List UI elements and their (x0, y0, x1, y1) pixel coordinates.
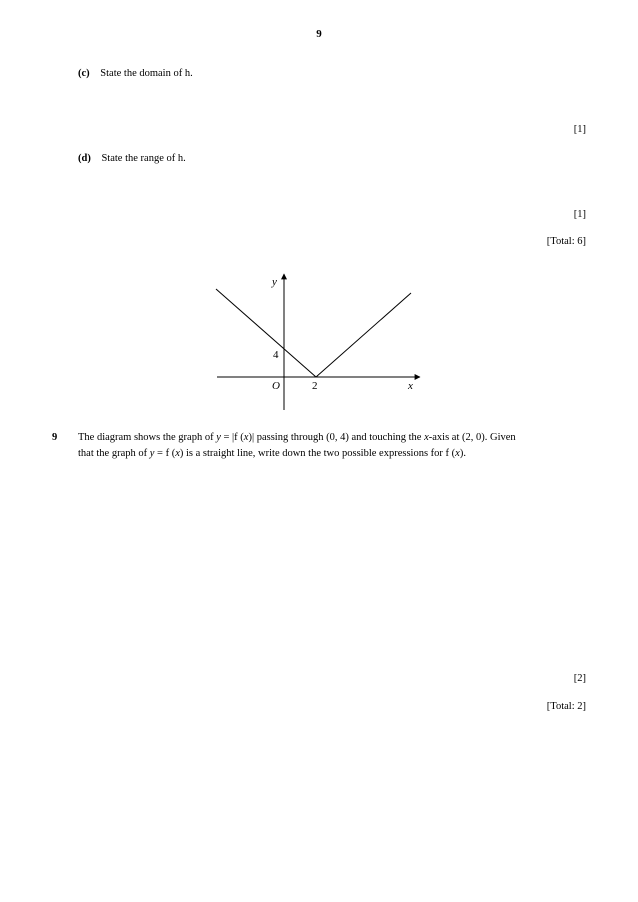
question-9-total: [Total: 2] (546, 701, 586, 712)
part-d-text: State the range of h. (101, 153, 186, 164)
question-9-number: 9 (52, 432, 58, 443)
q9-math: y (216, 432, 221, 443)
q9-text: ) is a straight line, write down the two possible expressions for f ( (179, 448, 456, 459)
graph-right-branch (316, 293, 411, 377)
q9-text: -axis at (2, 0). Given (428, 432, 516, 443)
question-9-mark: [2] (573, 673, 586, 684)
q9-text: = |f ( (220, 432, 244, 443)
question-9-line-2 (78, 448, 466, 459)
y-axis-label: y (272, 276, 277, 288)
q9-text: )| passing through (0, 4) and touching the (248, 432, 425, 443)
part-c-mark: [1] (573, 124, 586, 135)
graph-left-branch (216, 289, 316, 377)
q9-math: y (149, 448, 155, 459)
question-9-line-1 (78, 432, 516, 443)
q9-text: that the graph of (78, 448, 150, 459)
origin-label: O (272, 380, 280, 392)
q9-math: x (455, 448, 460, 459)
previous-question-total: [Total: 6] (546, 236, 586, 247)
q9-math: x (175, 448, 180, 459)
q9-text: = f ( (154, 448, 176, 459)
part-c-label: (c) (78, 68, 90, 79)
q9-math: x (424, 432, 429, 443)
q9-text: ). (459, 448, 466, 459)
part-d-label: (d) (78, 153, 91, 164)
page-number: 9 (316, 28, 322, 40)
x-intercept-label: 2 (312, 380, 318, 392)
y-intercept-label: 4 (273, 349, 279, 361)
q9-text: The diagram shows the graph of (78, 432, 217, 443)
x-axis-label: x (408, 380, 413, 392)
part-d-mark: [1] (573, 209, 586, 220)
part-c-text: State the domain of h. (100, 68, 193, 79)
q9-math: x (243, 432, 249, 443)
